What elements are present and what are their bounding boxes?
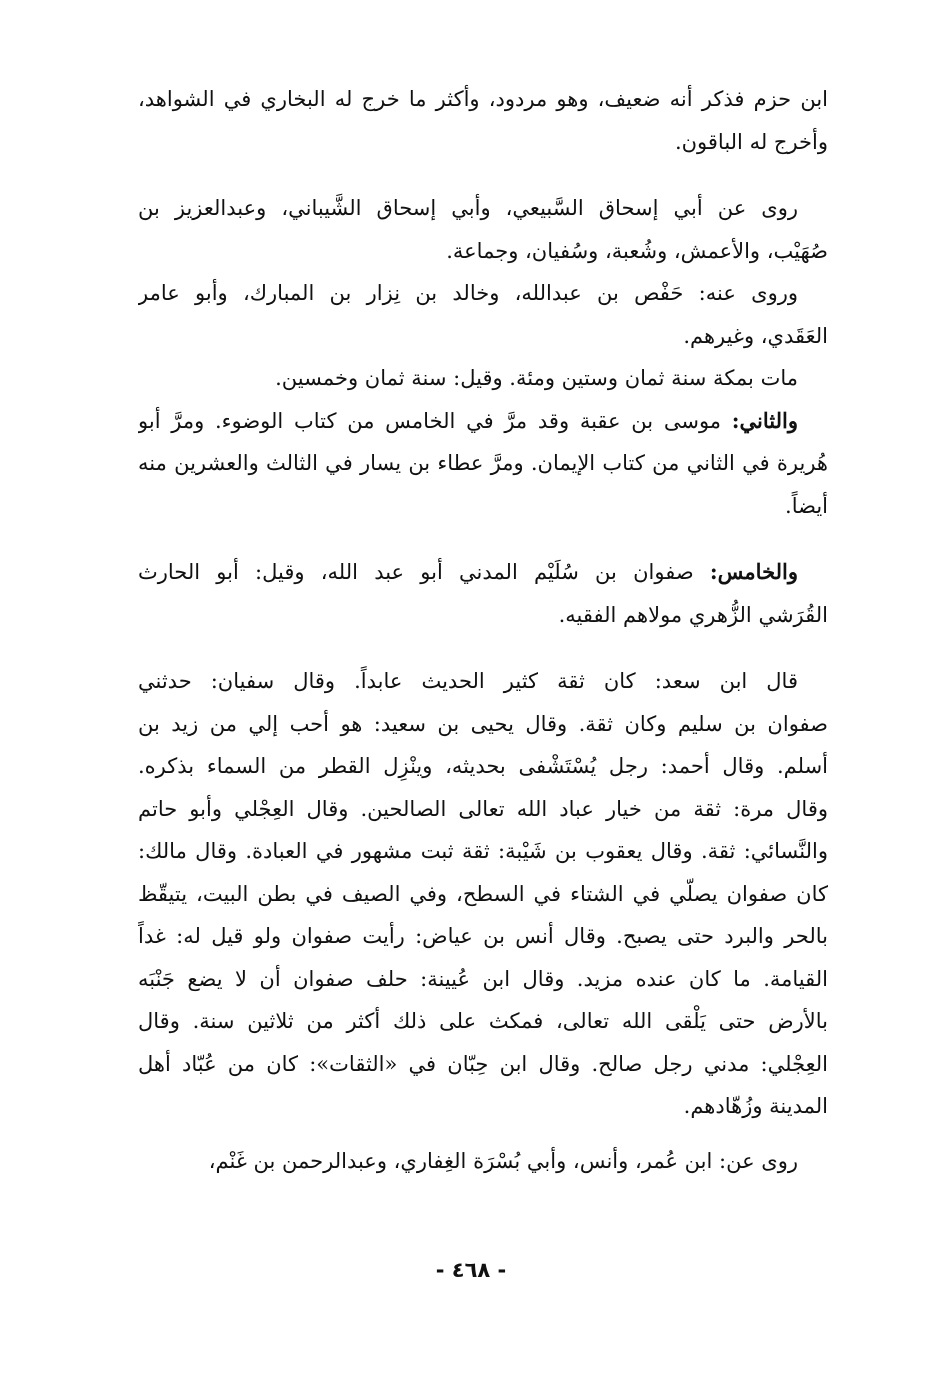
text-line: قال ابن سعد: كان ثقة كثير الحديث عابداً. وقال سفيان: حدثني	[138, 669, 798, 693]
paragraph	[138, 400, 828, 528]
text-line: روى عن أبي إسحاق السَّبيعي، وأبي إسحاق الشَّيباني، وعبدالعزيز بن	[138, 196, 798, 220]
paragraph	[138, 357, 828, 400]
text-line: كان صفوان يصلّي في الشتاء في السطح، وفي الصيف في بطن البيت، يتيقّظ	[138, 881, 828, 906]
text-line: القيامة. ما كان عنده مزيد. وقال ابن عُيينة: حلف صفوان أن لا يضع جَنْبَه	[138, 966, 828, 991]
text-line: العَقَدي، وغيرهم.	[683, 323, 828, 348]
paragraph	[138, 78, 828, 163]
text-line: ابن حزم فذكر أنه ضعيف، وهو مردود، وأكثر ما خرج له البخاري في الشواهد،	[138, 87, 828, 111]
section-lead: والخامس:	[709, 559, 798, 584]
text-line: صفوان بن سليم وكان ثقة. وقال يحيى بن سعيد: هو أحب إلي من زيد بن	[138, 711, 828, 736]
paragraph	[138, 1140, 828, 1183]
text-line: وقال مرة: ثقة من خيار عباد الله تعالى الصالحين. وقال العِجْلي وأبو حاتم	[138, 796, 828, 821]
text-line: هُريرة في الثاني من كتاب الإيمان. ومرَّ عطاء بن يسار في الثالث والعشرين منه	[138, 451, 828, 475]
section-lead: والثاني:	[731, 407, 798, 433]
text-line: مات بمكة سنة ثمان وستين ومئة. وقيل: سنة ثمان وخمسين.	[275, 366, 798, 390]
text-line: روى عن: ابن عُمر، وأنس، وأبي بُسْرَة الغِفاري، وعبدالرحمن بن غَنْم،	[208, 1148, 798, 1173]
text-line: بالحر والبرد حتى يصبح. وقال أنس بن عياض: رأيت صفوان ولو قيل له: غداً	[138, 924, 828, 948]
paragraph	[138, 660, 828, 1128]
text-line: بالأرض حتى يَلْقى الله تعالى، فمكث على ذلك أكثر من ثلاثين سنة. وقال	[138, 1009, 828, 1033]
text-line: العِجْلي: مدني رجل صالح. وقال ابن حِبّان في «الثقات»: كان من عُبّاد أهل	[138, 1051, 828, 1076]
text-line: وأخرج له الباقون.	[674, 129, 828, 154]
text-line	[138, 551, 828, 594]
line-text: موسى بن عقبة وقد مرَّ في الخامس من كتاب الوضوء. ومرَّ أبو	[138, 408, 722, 433]
text-line: القُرَشي الزُّهري مولاهم الفقيه.	[558, 602, 828, 627]
paragraph	[138, 187, 828, 272]
text-line	[138, 400, 828, 443]
paragraph	[138, 551, 828, 636]
text-line: المدينة وزُهّادهم.	[683, 1094, 828, 1118]
text-line: صُهَيْب، والأعمش، وشُعبة، وسُفيان، وجماعة.	[446, 238, 828, 263]
page-number: - ٤٦٨ -	[435, 1258, 507, 1282]
text-line: وروى عنه: حَفْص بن عبدالله، وخالد بن نِزار بن المبارك، وأبو عامر	[138, 281, 798, 305]
paragraph	[138, 272, 828, 357]
page-body	[138, 78, 828, 1182]
text-line: أسلم. وقال أحمد: رجل يُسْتَشْفى بحديثه، وينْزِل القطر من السماء بذكره.	[138, 754, 828, 778]
line-text: صفوان بن سُلَيْم المدني أبو عبد الله، وقيل: أبو الحارث	[138, 560, 694, 584]
text-line: والنَّسائي: ثقة. وقال يعقوب بن شَيْبة: ثقة ثبت مشهور في العبادة. وقال مالك:	[138, 839, 828, 863]
text-line: أيضاً.	[785, 493, 828, 518]
